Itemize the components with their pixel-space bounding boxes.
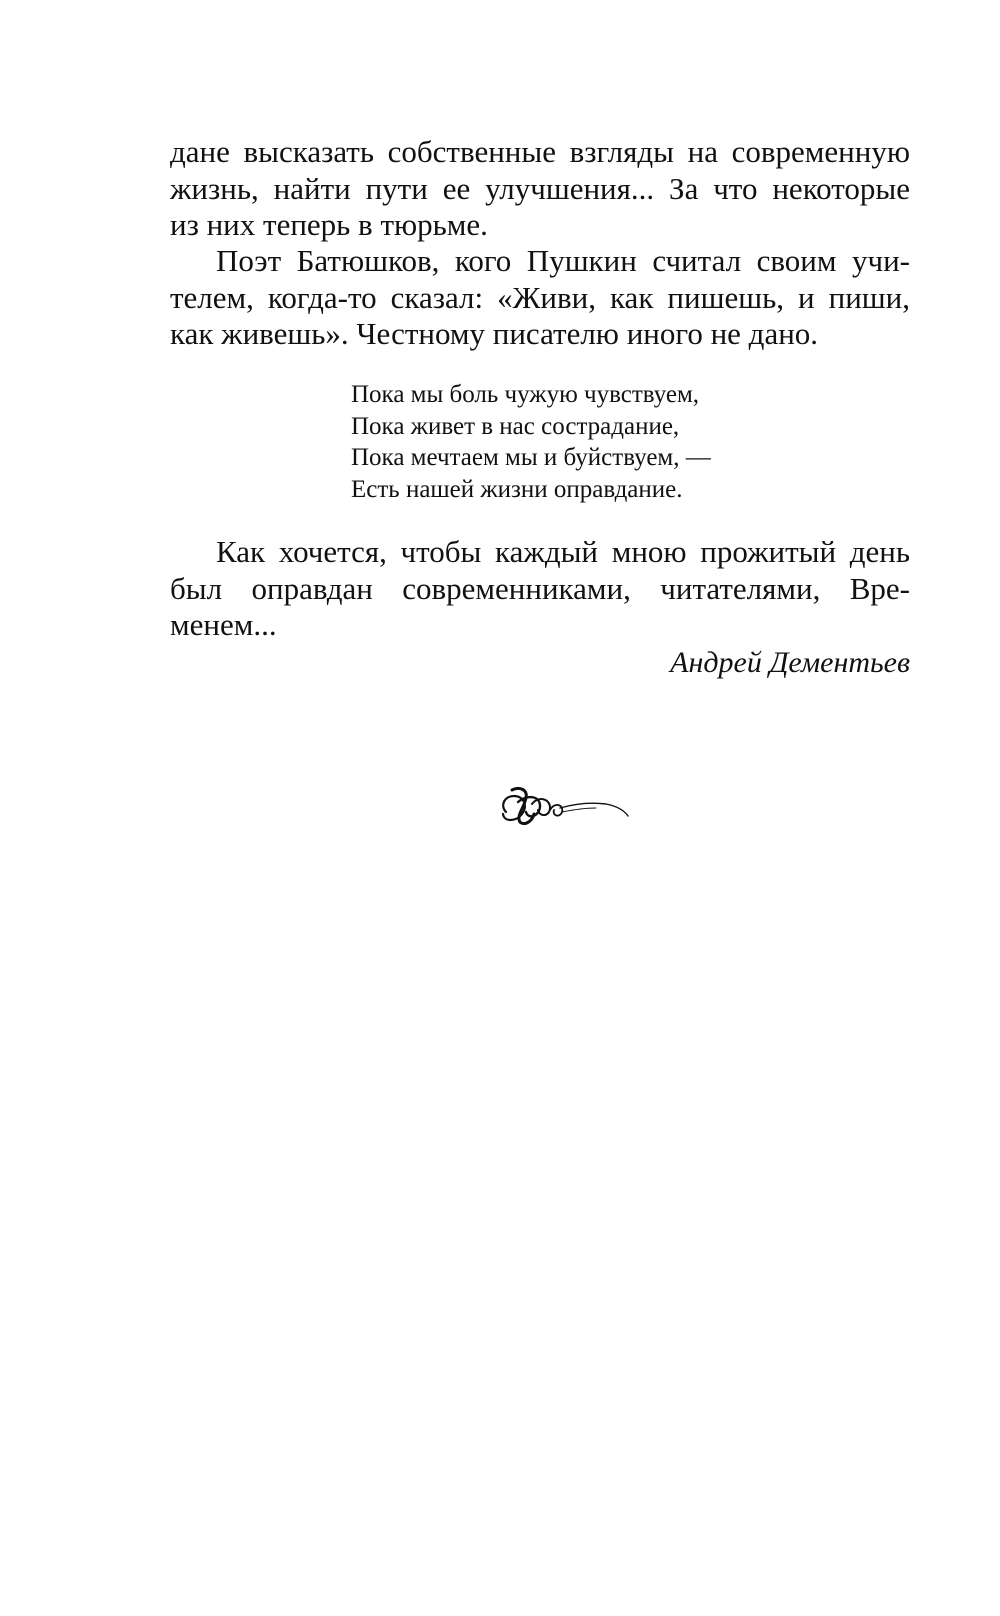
paragraph-3 xyxy=(170,534,910,644)
paragraph-2-line: как живешь». Честному писателю иного не дано. xyxy=(170,316,819,351)
poem-line: Пока мечтаем мы и буйствуем, — xyxy=(351,444,711,471)
author-signature: Андрей Дементьев xyxy=(670,646,910,679)
flourish-ornament-icon xyxy=(498,782,630,830)
paragraph-2 xyxy=(170,243,910,353)
poem-line: Пока мы боль чужую чувствуем, xyxy=(351,381,700,408)
paragraph-2-line: Поэт Батюшков, кого Пушкин считал своим учи- xyxy=(216,243,910,278)
paragraph-1-line: из них теперь в тюрьме. xyxy=(170,207,488,242)
paragraph-3-line: менем... xyxy=(170,607,277,642)
paragraph-3-line: был оправдан современниками, читателями, Вре- xyxy=(170,570,910,606)
paragraph-2-line: телем, когда-то сказал: «Живи, как пишешь, и пиши, xyxy=(170,279,910,315)
paragraph-3-line: Как хочется, чтобы каждый мною прожитый день xyxy=(216,534,910,569)
poem-line: Есть нашей жизни оправдание. xyxy=(351,475,683,503)
paragraph-1-line: жизнь, найти пути ее улучшения... За что некоторые xyxy=(170,170,910,206)
paragraph-1-line: дане высказать собственные взгляды на современную xyxy=(170,134,910,169)
poem-line: Пока живет в нас сострадание, xyxy=(351,412,680,440)
poem-stanza xyxy=(351,379,711,505)
paragraph-1 xyxy=(170,134,910,244)
